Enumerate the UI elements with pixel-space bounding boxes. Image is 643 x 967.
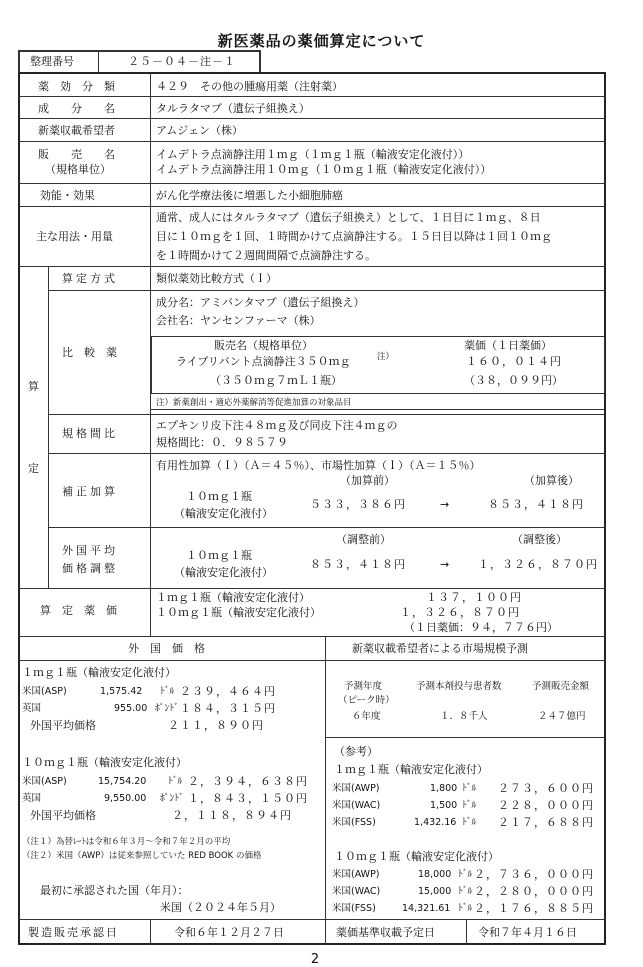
foreign-adjust-arrow-icon: →: [440, 558, 450, 571]
ref-g2-r1-orig: 18,000: [418, 869, 452, 880]
foreign-note-2: （注２）米国（AWP）は従来参照していた RED BOOK の価格: [22, 851, 262, 861]
final-price-label: 算 定 薬 価: [40, 604, 117, 617]
calc-side-label-1: 算: [28, 380, 39, 393]
foreign-adjust-label-2: 価格調整: [62, 562, 118, 575]
reference-number-value: ２５－０４－注－１: [128, 55, 236, 68]
foreign-g1-r1-orig: 1,575.42: [100, 686, 143, 697]
ref-g2-head: １０ｍｇ１瓶（輸液安定化液付）: [334, 850, 499, 863]
foreign-g2-r1-cur: ﾄﾞﾙ: [168, 776, 183, 787]
ref-g1-head: １ｍｇ１瓶（輸液安定化液付）: [334, 763, 488, 776]
dosage-label: 主な用法・用量: [36, 230, 113, 243]
foreign-g2-r2-orig: 9,550.00: [104, 793, 147, 804]
foreign-g2-r2-country: 英国: [22, 793, 42, 804]
foreign-g1-avg-label: 外国平均価格: [30, 719, 96, 732]
ref-g2-r1-jpy: ２，７３６，０００円: [474, 868, 594, 881]
ratio-line-1: エプキンリ皮下注４８ｍｇ及び同皮下注４ｍｇの: [156, 419, 398, 432]
product-line-2: イムデトラ点滴静注用１０ｍｇ（１０ｍｇ１瓶（輸液安定化液付））: [156, 163, 492, 176]
ref-g1-r2-jpy: ２２８，０００円: [498, 799, 594, 812]
adjust-after: ８５３，４１８円: [488, 498, 584, 511]
comparator-ingredient: 成分名：アミバンタマブ（遺伝子組換え）: [156, 296, 365, 309]
ref-g1-r2-cur: ﾄﾞﾙ: [462, 800, 477, 811]
foreign-adjust-before-label: （調整前）: [336, 533, 391, 546]
foreign-g2-r1-orig: 15,754.20: [98, 776, 147, 787]
market-val-2: １．８千人: [440, 711, 488, 722]
comparator-head-right: 薬価（１日薬価）: [464, 339, 552, 352]
ref-g2-r1-country: 米国(AWP): [332, 869, 380, 880]
ingredient-value: タルラタマブ（遺伝子組換え）: [156, 102, 310, 115]
ref-g1-r3-orig: 1,432.16: [414, 817, 457, 828]
adjust-before: ５３３，３８６円: [310, 498, 406, 511]
foreign-g2-r2-jpy: １，８４３，１５０円: [188, 792, 308, 805]
foreign-g2-head: １０ｍｇ１瓶（輸液安定化液付）: [22, 756, 187, 769]
ref-g1-r1-orig: 1,800: [430, 783, 458, 794]
foreign-adjust-after: １，３２６，８７０円: [478, 558, 598, 571]
comparator-name: ライブリバント点滴静注３５０ｍｇ: [176, 355, 351, 368]
foreign-g1-head: １ｍｇ１瓶（輸液安定化液付）: [22, 666, 176, 679]
ref-g1-r3-jpy: ２１７，６８８円: [498, 816, 594, 829]
document-title: 新医薬品の薬価算定について: [217, 32, 426, 50]
ref-g2-r3-country: 米国(FSS): [332, 903, 376, 914]
efficacy-label: 効能・効果: [40, 189, 95, 202]
ref-g1-r1-cur: ﾄﾞﾙ: [462, 783, 477, 794]
foreign-g1-r2-country: 英国: [22, 703, 42, 714]
adjust-after-label: （加算後）: [524, 474, 579, 487]
foreign-note-1: （注１）為替ﾚｰﾄは令和６年３月～令和７年２月の平均: [22, 837, 231, 847]
foreign-g1-r1-jpy: ２３９，４６４円: [180, 685, 276, 698]
ref-g2-r3-jpy: ２，１７６，８８５円: [474, 902, 594, 915]
adjust-arrow-icon: →: [440, 498, 450, 511]
product-line-1: イムデトラ点滴静注用１ｍｇ（１ｍｇ１瓶（輸液安定化液付））: [156, 148, 470, 161]
method-value: 類似薬効比較方式（Ｉ）: [156, 272, 277, 285]
foreign-g1-r1-country: 米国(ASP): [22, 686, 67, 697]
foreign-prices-title: 外 国 価 格: [128, 642, 205, 655]
comparator-head-left: 販売名（規格単位）: [214, 339, 313, 352]
applicant-value: アムジェン（株）: [156, 124, 244, 137]
category-value: ４２９ その他の腫瘍用薬（注射薬）: [156, 80, 343, 93]
listing-date-label: 薬価基準収載予定日: [336, 926, 435, 939]
calc-side-label-2: 定: [28, 462, 39, 475]
ref-g1-r2-orig: 1,500: [430, 800, 458, 811]
foreign-g1-avg: ２１１，８９０円: [168, 719, 264, 732]
product-label: 販 売 名: [38, 148, 115, 161]
final-price-item-2: １０ｍｇ１瓶（輸液安定化液付）: [156, 606, 321, 619]
comparator-label: 比 較 薬: [62, 346, 117, 359]
adjust-item-2: （輸液安定化液付）: [174, 507, 273, 520]
final-price-item-1: １ｍｇ１瓶（輸液安定化液付）: [156, 591, 310, 604]
comparator-price: １６０，０１４円: [466, 355, 562, 368]
foreign-g1-r2-cur: ﾎﾟﾝﾄﾞ: [155, 703, 179, 714]
final-price-daily: （１日薬価：９４，７７６円）: [404, 621, 558, 634]
ratio-line-2: 規格間比：０．９８５７９: [156, 436, 288, 449]
comparator-note: 注）新薬創出・適応外薬解消等促進加算の対象品目: [156, 398, 352, 408]
ref-g1-r1-country: 米国(AWP): [332, 783, 380, 794]
reference-number-label: 整理番号: [30, 55, 74, 68]
foreign-g1-r1-cur: ﾄﾞﾙ: [160, 686, 175, 697]
foreign-adjust-item-2: （輸液安定化液付）: [174, 566, 273, 579]
foreign-g2-avg-label: 外国平均価格: [30, 809, 96, 822]
ref-g2-r2-jpy: ２，２８０，０００円: [474, 885, 594, 898]
dosage-line-1: 通常、成人にはタルラタマブ（遺伝子組換え）として、１日目に１ｍｇ、８日: [156, 211, 541, 224]
market-title: 新薬収載希望者による市場規模予測: [352, 642, 528, 655]
ref-g2-r2-cur: ﾄﾞﾙ: [458, 886, 473, 897]
ref-g2-r3-cur: ﾄﾞﾙ: [458, 903, 473, 914]
category-label: 薬 効 分 類: [38, 80, 115, 93]
ref-g1-r1-jpy: ２７３，６００円: [498, 782, 594, 795]
foreign-g2-r1-country: 米国(ASP): [22, 776, 67, 787]
foreign-adjust-label-1: 外国平均: [62, 544, 118, 557]
ref-g1-r3-country: 米国(FSS): [332, 817, 376, 828]
foreign-g2-r1-jpy: ２，３９４，６３８円: [188, 775, 308, 788]
ingredient-label: 成 分 名: [38, 102, 115, 115]
ref-g2-r1-cur: ﾄﾞﾙ: [458, 869, 473, 880]
adjust-label: 補正加算: [62, 485, 118, 498]
market-col-2: 予測本剤投与患者数: [416, 681, 502, 692]
final-price-2: １，３２６，８７０円: [400, 606, 520, 619]
foreign-g2-avg: ２，１１８，８９４円: [172, 809, 292, 822]
efficacy-value: がん化学療法後に増悪した小細胞肺癌: [156, 189, 343, 202]
adjust-before-label: （加算前）: [340, 474, 395, 487]
market-col-1b: （ピーク時）: [338, 695, 395, 706]
foreign-adjust-item-1: １０ｍｇ１瓶: [186, 549, 252, 562]
ref-g2-r3-orig: 14,321.61: [402, 903, 451, 914]
ref-g1-r2-country: 米国(WAC): [332, 800, 381, 811]
foreign-adjust-after-label: （調整後）: [512, 533, 567, 546]
approval-country-value: 米国（２０２４年５月）: [160, 901, 281, 914]
ref-g2-r2-orig: 15,000: [418, 886, 452, 897]
listing-date: 令和７年４月１６日: [478, 926, 577, 939]
method-label: 算定方式: [62, 272, 118, 285]
page-number: 2: [310, 952, 320, 967]
adjust-item-1: １０ｍｇ１瓶: [186, 490, 252, 503]
ref-g2-r2-country: 米国(WAC): [332, 886, 381, 897]
market-val-3: ２４７億円: [538, 711, 586, 722]
market-col-1: 予測年度: [344, 681, 383, 692]
dosage-line-2: 目に１０ｍｇを１回、１時間かけて点滴静注する。１５日目以降は１回１０ｍｇ: [156, 230, 552, 243]
comparator-unit: （３５０ｍｇ７ｍＬ１瓶）: [210, 374, 342, 387]
market-val-1: ６年度: [352, 711, 381, 722]
market-col-3: 予測販売金額: [532, 681, 590, 692]
approval-date: 令和６年１２月２７日: [174, 926, 284, 939]
comparator-company: 会社名：ヤンセンファーマ（株）: [156, 314, 321, 327]
final-price-1: １３７，１００円: [426, 591, 522, 604]
ratio-label: 規格間比: [62, 427, 118, 440]
adjust-line-1: 有用性加算（Ｉ）（Ａ＝４５％）、市場性加算（Ｉ）（Ａ＝１５％）: [156, 459, 481, 472]
approval-date-label: 製造販売承認日: [28, 926, 119, 939]
foreign-g2-r2-cur: ﾎﾟﾝﾄﾞ: [160, 793, 184, 804]
dosage-line-3: を１時間かけて２週間間隔で点滴静注する。: [156, 249, 376, 262]
comparator-daily: （３８，０９９円）: [464, 374, 563, 387]
foreign-adjust-before: ８５３，４１８円: [310, 558, 406, 571]
comparator-name-note: 注）: [377, 352, 395, 362]
foreign-g1-r2-jpy: １８４，３１５円: [180, 702, 276, 715]
approval-country-label: 最初に承認された国（年月）：: [40, 884, 189, 897]
applicant-label: 新薬収載希望者: [38, 124, 115, 137]
product-unit-label: （規格単位）: [45, 163, 111, 176]
ref-g1-r3-cur: ﾄﾞﾙ: [462, 817, 477, 828]
reference-title: （参考）: [334, 745, 378, 758]
foreign-g1-r2-orig: 955.00: [114, 703, 148, 714]
